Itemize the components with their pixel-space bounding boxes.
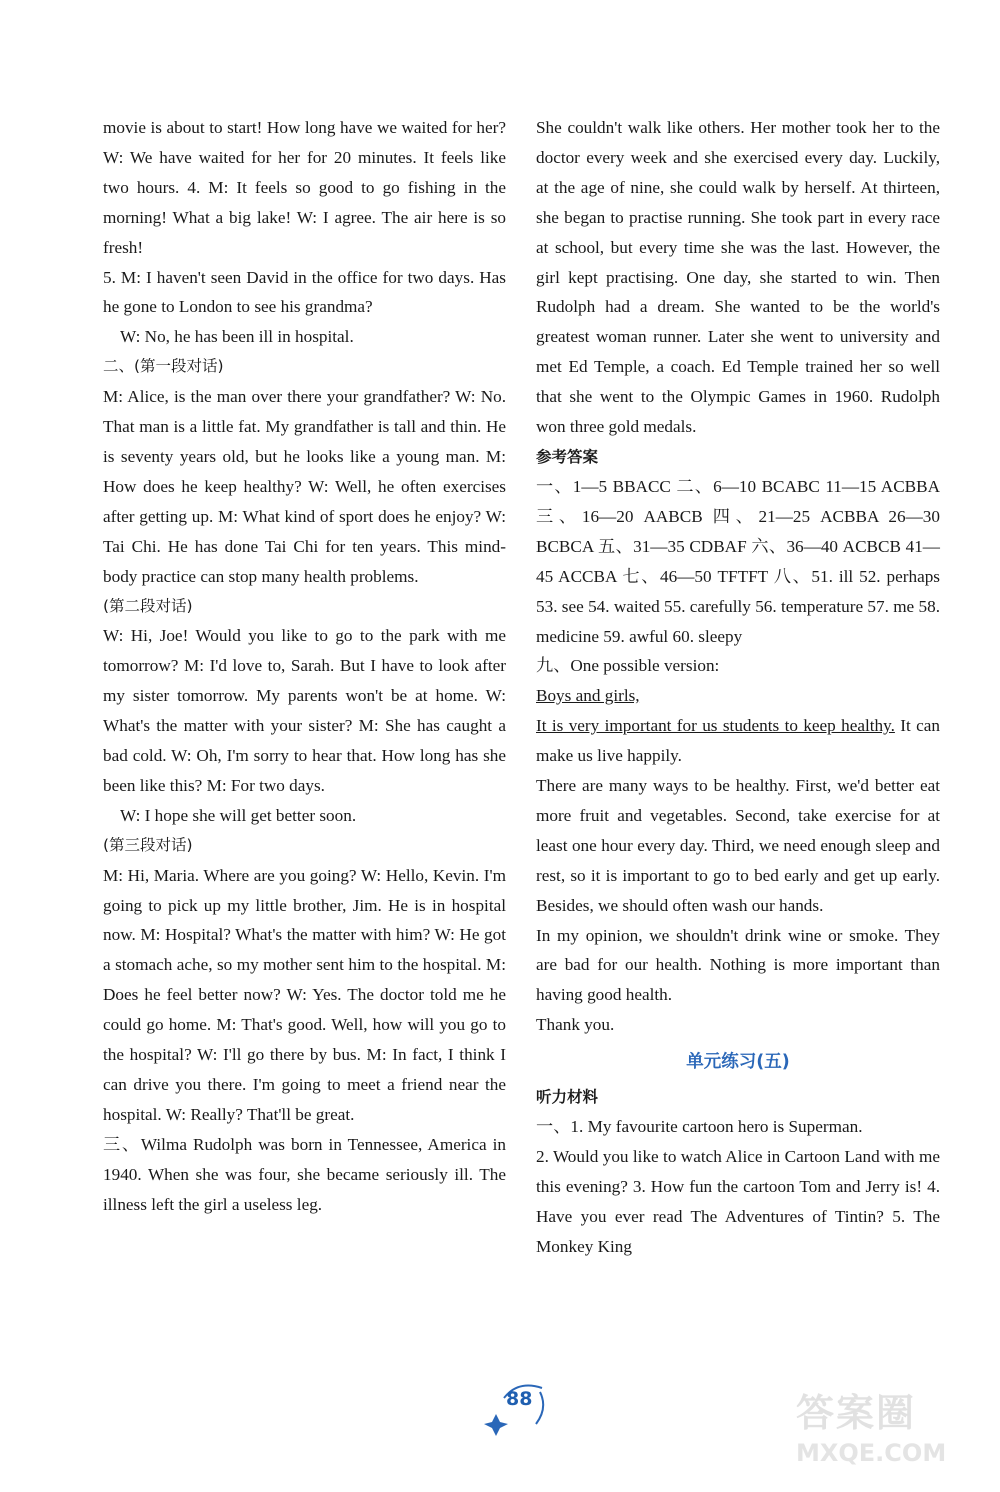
essay-greeting: Boys and girls,	[536, 686, 640, 706]
paragraph-dialogue-2: W: Hi, Joe! Would you like to go to the park with me tomorrow? M: I'd love to, Sarah. But I have to look after my sister tomorrow. My parents won't be at home. W: What's the matter with your sister? M: She has caught a bad cold. W: Oh, I'm sorry to hear that. How long has she been like this? M: For two days.	[103, 626, 506, 795]
essay-closing: Thank you.	[536, 1015, 615, 1035]
paragraph-passage-continued: She couldn't walk like others. Her mother took her to the doctor every week and she exercised every day. Luckily, at the age of nine, she could walk by herself. At thirteen, she began to practise running. She took part in every race at school, but every time she was the last. However, the girl kept practising. One day, she started to win. Then Rudolph had a dream. She wanted to be the world's greatest woman runner. Later she went to university and met Ed Temple, a coach. Ed Temple trained her so well that she went to the Olympic Games in 1960. Rudolph won three gold medals.	[536, 118, 940, 437]
section-heading-dialogue-3: (第三段对话)	[103, 835, 193, 854]
paragraph-dialogue-2-end: W: I hope she will get better soon.	[120, 805, 357, 825]
paragraph-item-5: 5. M: I haven't seen David in the office for two days. Has he gone to London to see his grandma?	[103, 267, 506, 317]
page-number-badge	[484, 1378, 554, 1438]
paragraph-dialogue-1: M: Alice, is the man over there your grandfather? W: No. That man is a little fat. My grandfather is tall and thin. He is seventy years old, but he looks like a young man. M: How does he keep healthy? W: Well, he often exercises after getting up. M: What kind of sport does he enjoy? W: Tai Chi. He has done Tai Chi for ten years. This mind-body practice can stop many health problems.	[103, 387, 506, 586]
essay-thesis-underlined: It is very important for us students to keep healthy.	[536, 716, 895, 736]
watermark	[796, 1382, 986, 1482]
essay-paragraph-2: There are many ways to be healthy. First, we'd better eat more fruit and vegetables. Second, take exercise for at least one hour every day. Third, we need enough sleep and rest, so it is important to go to bed early and get up early. Besides, we should often wash our hands.	[536, 776, 940, 915]
essay-paragraph-3: In my opinion, we shouldn't drink wine or smoke. They are bad for our health. Nothing is more important than having good health.	[536, 925, 940, 1005]
section-heading-dialogue-1: 二、(第一段对话)	[103, 357, 224, 376]
answers-heading: 参考答案	[536, 447, 599, 466]
paragraph-dialogue-end: movie is about to start! How long have we waited for her? W: We have waited for her for 20 minutes. It feels like two hours. 4. M: It feels so good to go fishing in the morning! What a big lake! W: I agree. The air here is so fresh!	[103, 118, 506, 257]
listening-item-1: 一、1. My favourite cartoon hero is Superman.	[536, 1117, 863, 1137]
watermark-url: MXQE.COM	[796, 1439, 947, 1467]
section-heading-dialogue-2: (第二段对话)	[103, 596, 193, 615]
listening-heading: 听力材料	[536, 1088, 599, 1107]
essay-p1-rest: It can make us live happily.	[536, 716, 940, 766]
right-column	[536, 113, 940, 1262]
left-column	[103, 113, 506, 1220]
essay-intro: 九、One possible version:	[536, 656, 720, 676]
paragraph-passage-start: 三、Wilma Rudolph was born in Tennessee, America in 1940. When she was four, she became seriously ill. The illness left the girl a useless leg.	[103, 1134, 506, 1214]
listening-items-2-5: 2. Would you like to watch Alice in Cartoon Land with me this evening? 3. How fun the cartoon Tom and Jerry is! 4. Have you ever read The Adventures of Tintin? 5. The Monkey King	[536, 1147, 940, 1256]
answer-key: 一、1—5 BBACC 二、6—10 BCABC 11—15 ACBBA 三、16—20 AABCB 四、21—25 ACBBA 26—30 BCBCA 五、31—35 CDBAF 六、36—40 ACBCB 41—45 ACCBA 七、46—50 TFTFT 八、51. ill 52. perhaps 53. see 54. waited 55. carefully 56. temperature 57. me 58. medicine 59. awful 60. sleepy	[536, 476, 940, 646]
page-number: 88	[506, 1388, 533, 1410]
paragraph-dialogue-3: M: Hi, Maria. Where are you going? W: Hello, Kevin. I'm going to pick up my little brother, Jim. He is in hospital now. M: Hospital? What's the matter with him? W: He got a stomach ache, so my mother sent him to the hospital. M: Does he feel better now? W: Yes. The doctor told me he could go home. M: That's good. Well, how will you go to the hospital? W: I'll go there by bus. M: In fact, I think I can drive you there. I'm going to meet a friend near the hospital. W: Really? That'll be great.	[103, 865, 506, 1124]
watermark-logo: 答案圈	[796, 1391, 917, 1435]
paragraph-item-5-reply: W: No, he has been ill in hospital.	[120, 327, 354, 347]
unit-title: 单元练习(五)	[686, 1052, 790, 1073]
essay-paragraph-1	[536, 711, 940, 771]
